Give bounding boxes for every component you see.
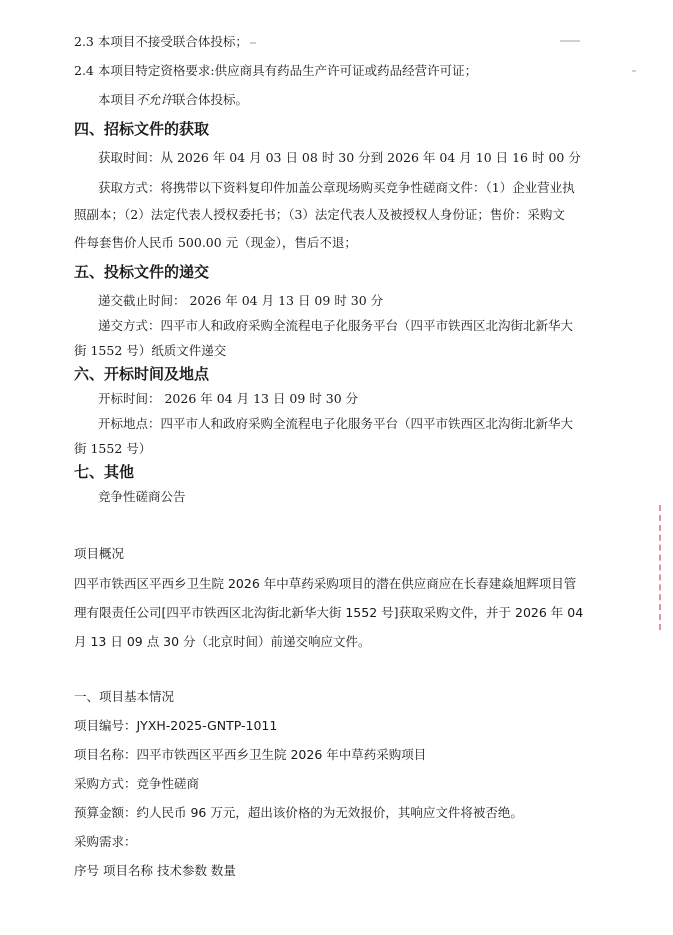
- submit-1: 递交方式：四平市人和政府采购全流程电子化服务平台（四平市铁西区北沟街北新华大: [98, 318, 574, 333]
- deadline: 递交截止时间： 2026 年 04 月 13 日 09 时 30 分: [98, 293, 384, 308]
- joint-bid-line: [98, 92, 248, 108]
- basic-title: 一、项目基本情况: [74, 689, 175, 704]
- s2-3-line: 2.3 本项目不接受联合体投标；: [74, 34, 248, 49]
- overview-1: 四平市铁西区平西乡卫生院 2026 年中草药采购项目的潜在供应商应在长春建焱旭辉项目管: [74, 576, 577, 591]
- procurement-method: 采购方式：竞争性磋商: [74, 776, 200, 791]
- budget: 预算金额：约人民币 96 万元，超出该价格的为无效报价，其响应文件将被否绝。: [74, 805, 523, 820]
- scan-speck: [250, 42, 256, 44]
- open-time: 开标时间： 2026 年 04 月 13 日 09 时 30 分: [98, 391, 359, 406]
- open-place-2: 街 1552 号）: [74, 441, 152, 456]
- table-header: 序号 项目名称 技术参数 数量: [74, 863, 236, 878]
- joint-pre: 本项目: [98, 92, 136, 107]
- requirements-title: 采购需求：: [74, 834, 137, 849]
- seal-edge-mark: [659, 505, 673, 630]
- scan-speck: [632, 70, 636, 72]
- heading-4: 四、招标文件的获取: [74, 120, 210, 138]
- open-place-1: 开标地点：四平市人和政府采购全流程电子化服务平台（四平市铁西区北沟街北新华大: [98, 416, 574, 431]
- overview-3: 月 13 日 09 点 30 分（北京时间）前递交响应文件。: [74, 634, 371, 649]
- heading-6: 六、开标时间及地点: [74, 365, 210, 383]
- joint-post: 联合体投标。: [173, 92, 249, 107]
- get-way-3: 件每套售价人民币 500.00 元（现金），售后不退；: [74, 235, 357, 250]
- heading-5: 五、投标文件的递交: [74, 263, 210, 281]
- other-text: 竞争性磋商公告: [98, 489, 186, 504]
- overview-title: 项目概况: [74, 546, 125, 561]
- get-way-2: 照副本；（2）法定代表人授权委托书；（3）法定代表人及被授权人身份证；售价：采购文: [74, 207, 565, 222]
- project-name: 项目名称：四平市铁西区平西乡卫生院 2026 年中草药采购项目: [74, 747, 427, 762]
- scan-speck: [560, 40, 580, 42]
- overview-2: 理有限责任公司[四平市铁西区北沟街北新华大街 1552 号]获取采购文件，并于 2026 年 04: [74, 605, 584, 620]
- project-number: 项目编号：JYXH-2025-GNTP-1011: [74, 718, 278, 733]
- submit-2: 街 1552 号）纸质文件递交: [74, 343, 227, 358]
- get-way-1: 获取方式：将携带以下资料复印件加盖公章现场购买竞争性磋商文件：（1）企业营业执: [98, 180, 575, 195]
- s2-4-line: 2.4 本项目特定资格要求:供应商具有药品生产许可证或药品经营许可证；: [74, 63, 478, 78]
- joint-italic: 不允许: [135, 92, 174, 107]
- get-time: 获取时间：从 2026 年 04 月 03 日 08 时 30 分到 2026 年 04 月 10 日 16 时 00 分: [98, 150, 581, 165]
- heading-7: 七、其他: [74, 463, 135, 481]
